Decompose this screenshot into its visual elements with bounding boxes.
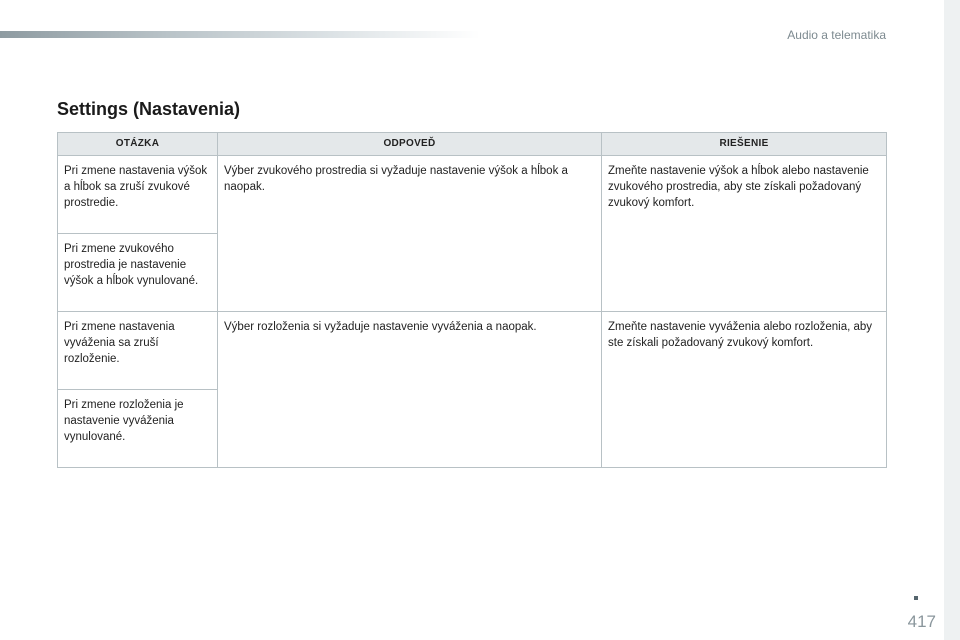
solution-cell: Zmeňte nastavenie výšok a hĺbok alebo nastavenie zvukového prostredia, aby ste získali požadovaný zvukový komfort. [602,156,887,312]
page-edge-strip [944,0,960,640]
page-title: Settings (Nastavenia) [57,99,241,119]
page-number: 417 [907,612,936,631]
table-row [58,156,887,234]
section-title: Audio a telematika [787,28,886,42]
question-cell: Pri zmene zvukového prostredia je nastavenie výšok a hĺbok vynulované. [58,234,218,312]
table-header-row [58,133,887,156]
faq-table [57,132,887,468]
column-header-answer: ODPOVEĎ [218,133,602,156]
solution-cell: Zmeňte nastavenie vyváženia alebo rozloženia, aby ste získali požadovaný zvukový komfort. [602,312,887,468]
column-header-question: OTÁZKA [58,133,218,156]
column-header-solution: RIEŠENIE [602,133,887,156]
question-cell: Pri zmene rozloženia je nastavenie vyváženia vynulované. [58,390,218,468]
header-gradient-bar [0,31,480,38]
footer-marker [914,596,918,600]
answer-cell: Výber rozloženia si vyžaduje nastavenie vyváženia a naopak. [218,312,602,468]
question-cell: Pri zmene nastavenia výšok a hĺbok sa zruší zvukové prostredie. [58,156,218,234]
question-cell: Pri zmene nastavenia vyváženia sa zruší rozloženie. [58,312,218,390]
answer-cell: Výber zvukového prostredia si vyžaduje nastavenie výšok a hĺbok a naopak. [218,156,602,312]
table-row [58,312,887,390]
